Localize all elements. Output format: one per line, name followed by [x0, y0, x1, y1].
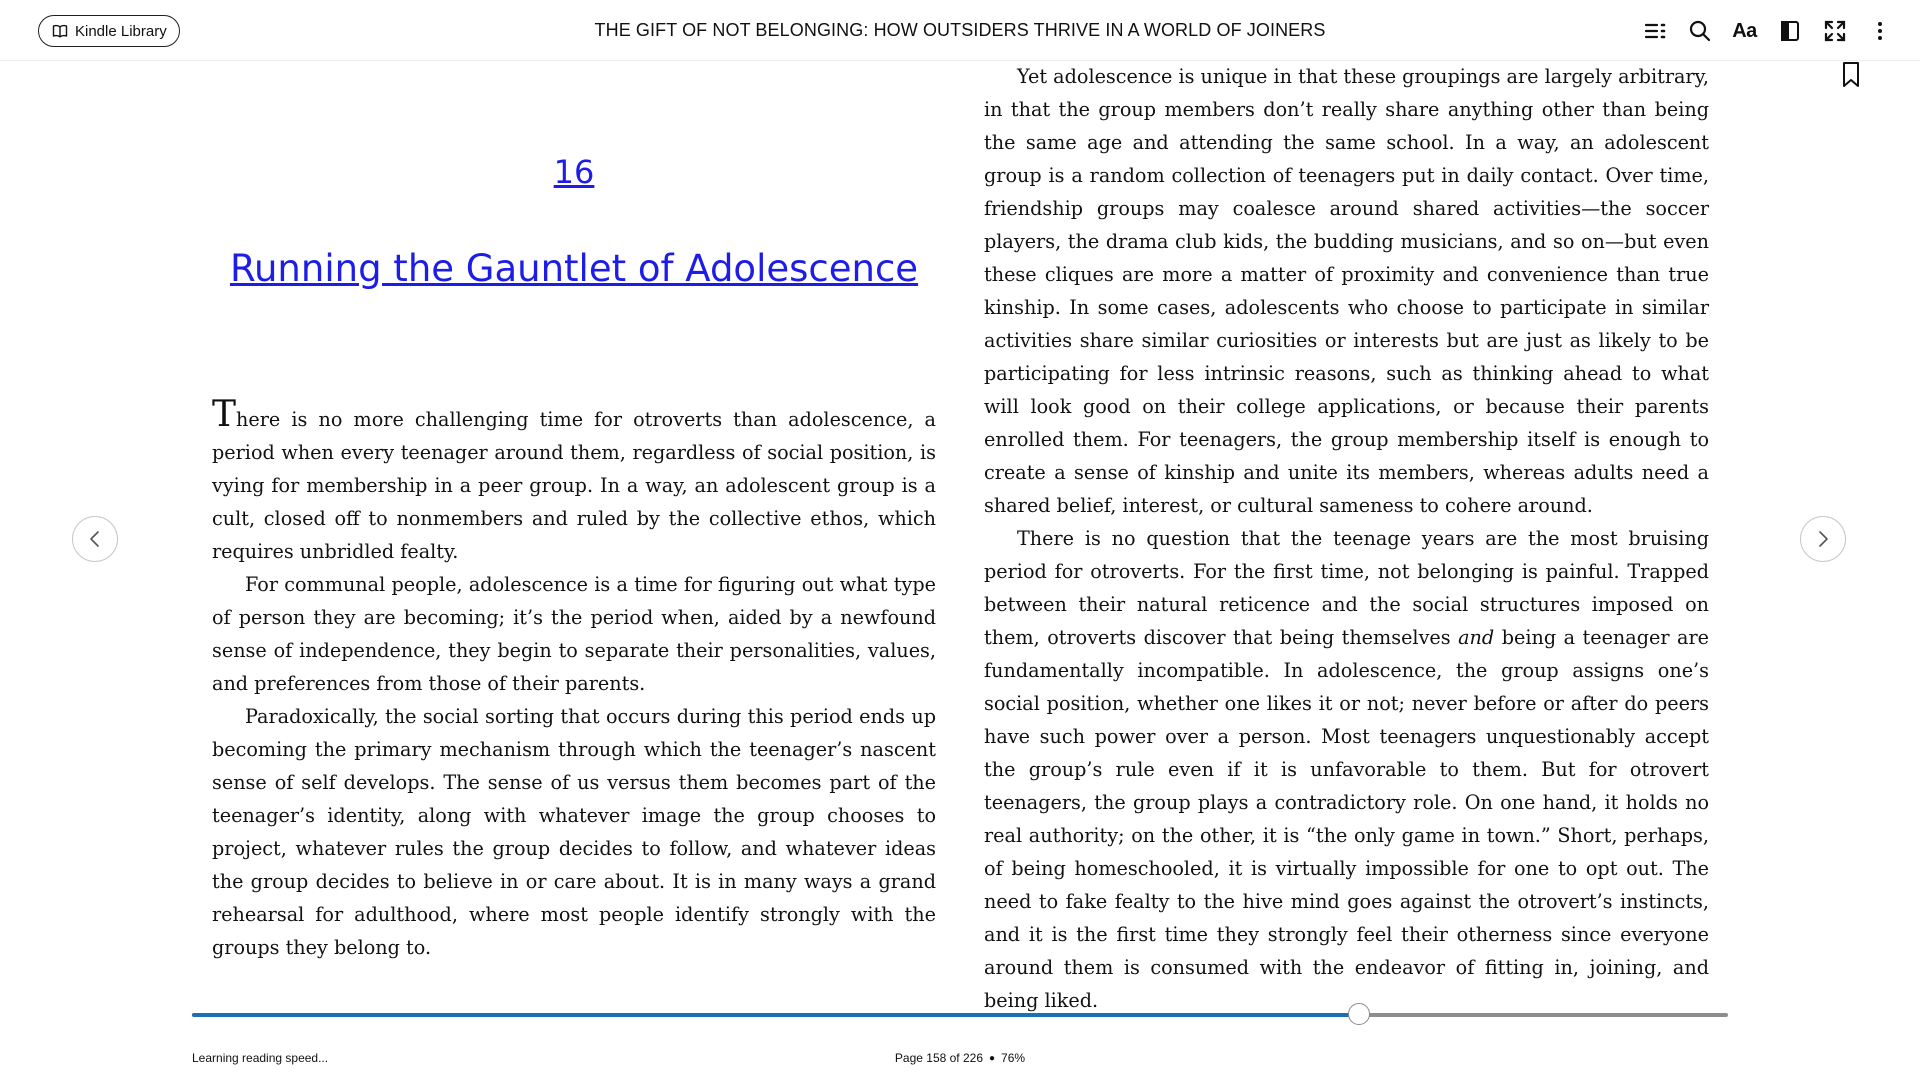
- chevron-right-icon: [1813, 529, 1833, 549]
- page-location-info: [0, 1051, 1920, 1065]
- bookmark-icon[interactable]: [1840, 60, 1862, 90]
- font-settings-icon: Aa: [1732, 19, 1757, 42]
- progress-fill: [192, 1013, 1359, 1017]
- page-number-text: Page 158 of 226: [894, 1051, 983, 1065]
- paragraph: Paradoxically, the social sorting that occurs during this period ends up becoming the primary mechanism through which the teenager’s nascent sense of self develops. The sense of us versus them becomes part of the teenager’s identity, along with whatever image the group chooses to project, whatever rules the group decides to follow, and whatever ideas the group decides to believe in or care about. It is in many ways a grand rehearsal for adulthood, where most people identify strongly with the groups they belong to.: [212, 705, 936, 959]
- chevron-left-icon: [85, 529, 105, 549]
- toolbar-actions: [1632, 16, 1902, 46]
- percent-read-text: 76%: [1001, 1051, 1026, 1065]
- book-title: THE GIFT OF NOT BELONGING: HOW OUTSIDERS THRIVE IN A WORLD OF JOINERS: [594, 20, 1326, 40]
- paragraph-text: There is no question that the teenage years are the most bruising period for otroverts. For the first time, not belonging is painful. Trapped between their natural reticence and the social structures imposed on them, otroverts discover that being themselves: [984, 527, 1709, 649]
- fullscreen-button[interactable]: [1812, 16, 1857, 46]
- drop-cap: T: [212, 394, 237, 435]
- reading-progress-slider[interactable]: [192, 1013, 1728, 1017]
- left-page-text: [212, 394, 936, 964]
- search-button[interactable]: [1677, 16, 1722, 46]
- paragraph-text: here is no more challenging time for otroverts than adolescence, a period when every teenager around them, regardless of social position, is vying for membership in a peer group. In a way, an adolescent group is a cult, closed off to nonmembers and ruled by the collective ethos, which requires unbridled fealty.: [212, 408, 936, 563]
- notebook-button[interactable]: [1767, 16, 1812, 46]
- separator-dot: ●: [989, 1053, 996, 1064]
- next-page-button[interactable]: [1800, 516, 1846, 562]
- notebook-icon: [1778, 19, 1802, 43]
- more-options-button[interactable]: [1857, 16, 1902, 46]
- chapter-title-link[interactable]: Running the Gauntlet of Adolescence: [229, 247, 919, 290]
- font-settings-button[interactable]: [1722, 16, 1767, 46]
- paragraph-text: being a teenager are fundamentally incompatible. In adolescence, the group assigns one’s social position, whether one likes it or not; never before or after do peers have such power over a person. Most teenagers unquestionably accept the group’s rule even if it is unfavorable to them. But for otrovert teenagers, the group plays a contradictory role. On one hand, it holds no real authority; on the other, it is “the only game in town.” Short, perhaps, of being homeschooled, it is virtually impossible for one to opt out. The need to fake fealty to the hive mind goes against the otrovert’s instincts, and it is the first time they strongly feel their otherness since everyone around them is consumed with the endeavor of fitting in, joining, and being liked.: [984, 626, 1709, 1012]
- chapter-number-link[interactable]: 16: [553, 153, 595, 191]
- paragraph: [212, 394, 936, 568]
- right-page-text: [984, 60, 1709, 1017]
- contents-icon: [1643, 19, 1667, 43]
- more-options-icon: [1868, 19, 1892, 43]
- progress-slider-handle[interactable]: [1348, 1003, 1370, 1025]
- previous-page-button[interactable]: [72, 516, 118, 562]
- fullscreen-icon: [1823, 19, 1847, 43]
- paragraph: For communal people, adolescence is a time for figuring out what type of person they are becoming; it’s the period when, aided by a newfound sense of independence, they begin to separate their personalities, values, and preferences from those of their parents.: [212, 573, 936, 695]
- paragraph: [984, 522, 1709, 1017]
- reader-toolbar: [0, 0, 1920, 61]
- kindle-library-label: Kindle Library: [75, 22, 167, 40]
- paragraph: Yet adolescence is unique in that these groupings are largely arbitrary, in that the group members don’t really share anything other than being the same age and attending the same school. In a way, an adolescent group is a random collection of teenagers put in daily contact. Over time, friendship groups may coalesce around shared activities—the soccer players, the drama club kids, the budding musicians, and so on—but even these cliques are more a matter of proximity and convenience than true kinship. In some cases, adolescents who choose to participate in similar activities share similar curiosities or interests but are just as likely to be participating for less intrinsic reasons, such as thinking ahead to what will look good on their college applications, or because their parents enrolled them. For teenagers, the group membership itself is enough to create a sense of kinship and unite its members, whereas adults need a shared belief, interest, or cultural sameness to cohere around.: [984, 65, 1709, 517]
- emphasis-text: and: [1458, 626, 1495, 649]
- search-icon: [1688, 19, 1712, 43]
- contents-button[interactable]: [1632, 16, 1677, 46]
- reading-speed-status: Learning reading speed...: [192, 1051, 329, 1065]
